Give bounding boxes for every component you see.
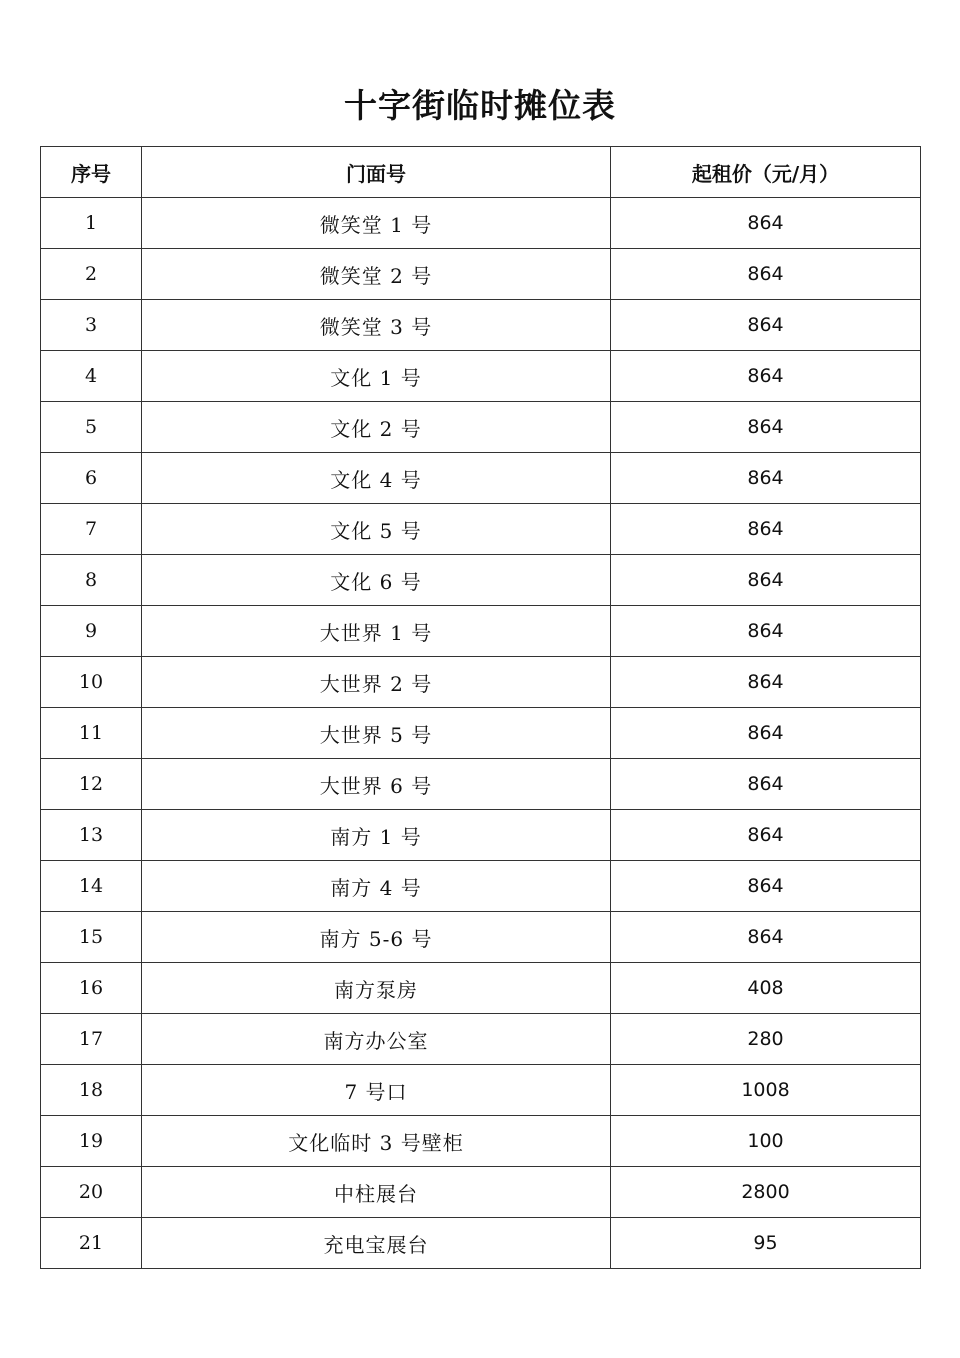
price-cell: 2800 xyxy=(611,1167,921,1218)
price-cell: 864 xyxy=(611,351,921,402)
store-cell: 文化临时 3 号壁柜 xyxy=(142,1116,611,1167)
header-seq: 序号 xyxy=(41,147,142,198)
store-cell: 中柱展台 xyxy=(142,1167,611,1218)
store-cell: 南方办公室 xyxy=(142,1014,611,1065)
header-store: 门面号 xyxy=(142,147,611,198)
store-cell: 文化 2 号 xyxy=(142,402,611,453)
seq-cell: 11 xyxy=(41,708,142,759)
store-cell: 7 号口 xyxy=(142,1065,611,1116)
price-cell: 864 xyxy=(611,708,921,759)
price-cell: 864 xyxy=(611,810,921,861)
price-cell: 280 xyxy=(611,1014,921,1065)
seq-cell: 20 xyxy=(41,1167,142,1218)
store-cell: 南方 5-6 号 xyxy=(142,912,611,963)
price-cell: 100 xyxy=(611,1116,921,1167)
store-cell: 南方泵房 xyxy=(142,963,611,1014)
table-row xyxy=(41,912,921,963)
seq-cell: 7 xyxy=(41,504,142,555)
store-cell: 文化 6 号 xyxy=(142,555,611,606)
seq-cell: 17 xyxy=(41,1014,142,1065)
stall-table xyxy=(40,146,921,1269)
table-row xyxy=(41,504,921,555)
seq-cell: 16 xyxy=(41,963,142,1014)
table-row xyxy=(41,1218,921,1269)
header-price: 起租价（元/月） xyxy=(611,147,921,198)
seq-cell: 2 xyxy=(41,249,142,300)
table-row xyxy=(41,300,921,351)
table-row xyxy=(41,249,921,300)
store-cell: 充电宝展台 xyxy=(142,1218,611,1269)
seq-cell: 1 xyxy=(41,198,142,249)
store-cell: 微笑堂 2 号 xyxy=(142,249,611,300)
seq-cell: 15 xyxy=(41,912,142,963)
store-cell: 南方 1 号 xyxy=(142,810,611,861)
seq-cell: 10 xyxy=(41,657,142,708)
seq-cell: 4 xyxy=(41,351,142,402)
table-row xyxy=(41,759,921,810)
seq-cell: 5 xyxy=(41,402,142,453)
seq-cell: 19 xyxy=(41,1116,142,1167)
seq-cell: 18 xyxy=(41,1065,142,1116)
table-row xyxy=(41,198,921,249)
seq-cell: 12 xyxy=(41,759,142,810)
store-cell: 微笑堂 3 号 xyxy=(142,300,611,351)
price-cell: 1008 xyxy=(611,1065,921,1116)
store-cell: 文化 1 号 xyxy=(142,351,611,402)
page-title: 十字街临时摊位表 xyxy=(344,86,616,125)
price-cell: 864 xyxy=(611,453,921,504)
table-row xyxy=(41,1014,921,1065)
table-row xyxy=(41,657,921,708)
table-row xyxy=(41,708,921,759)
seq-cell: 9 xyxy=(41,606,142,657)
store-cell: 大世界 6 号 xyxy=(142,759,611,810)
store-cell: 南方 4 号 xyxy=(142,861,611,912)
table-row xyxy=(41,1116,921,1167)
store-cell: 文化 4 号 xyxy=(142,453,611,504)
price-cell: 864 xyxy=(611,759,921,810)
seq-cell: 8 xyxy=(41,555,142,606)
table-row xyxy=(41,555,921,606)
price-cell: 864 xyxy=(611,402,921,453)
store-cell: 大世界 1 号 xyxy=(142,606,611,657)
price-cell: 864 xyxy=(611,657,921,708)
seq-cell: 14 xyxy=(41,861,142,912)
table-row xyxy=(41,402,921,453)
price-cell: 864 xyxy=(611,606,921,657)
store-cell: 大世界 5 号 xyxy=(142,708,611,759)
table-row xyxy=(41,810,921,861)
store-cell: 文化 5 号 xyxy=(142,504,611,555)
price-cell: 864 xyxy=(611,249,921,300)
price-cell: 95 xyxy=(611,1218,921,1269)
table-row xyxy=(41,1167,921,1218)
table-row xyxy=(41,861,921,912)
price-cell: 408 xyxy=(611,963,921,1014)
seq-cell: 21 xyxy=(41,1218,142,1269)
store-cell: 微笑堂 1 号 xyxy=(142,198,611,249)
table-header-row xyxy=(41,147,921,198)
store-cell: 大世界 2 号 xyxy=(142,657,611,708)
table-row xyxy=(41,963,921,1014)
table-row xyxy=(41,453,921,504)
table-row xyxy=(41,1065,921,1116)
price-cell: 864 xyxy=(611,198,921,249)
price-cell: 864 xyxy=(611,912,921,963)
price-cell: 864 xyxy=(611,555,921,606)
seq-cell: 13 xyxy=(41,810,142,861)
table-row xyxy=(41,351,921,402)
seq-cell: 3 xyxy=(41,300,142,351)
table-row xyxy=(41,606,921,657)
price-cell: 864 xyxy=(611,861,921,912)
price-cell: 864 xyxy=(611,300,921,351)
price-cell: 864 xyxy=(611,504,921,555)
seq-cell: 6 xyxy=(41,453,142,504)
